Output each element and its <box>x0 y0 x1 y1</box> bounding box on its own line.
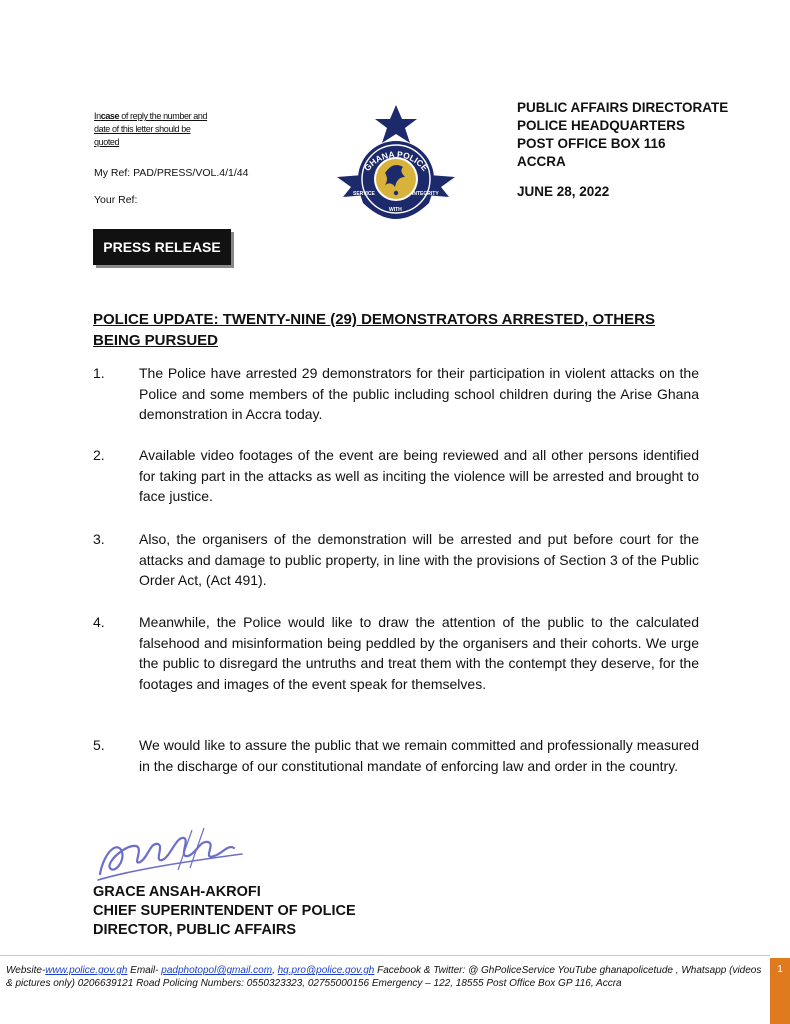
footer-separator: , <box>272 965 278 976</box>
footer-email-link[interactable]: padphotopol@gmail.com <box>161 965 273 976</box>
item-text: Meanwhile, the Police would like to draw the attention of the public to the calculated falsehood and misinformation being peddled by the organisers and their cohorts. We urge the public to disregard the untruths and treat them with the contempt they deserve, for the footages and images of the event speak for themselves. <box>139 614 699 692</box>
item-text: Also, the organisers of the demonstration will be arrested and put before court for the attacks and damage to public property, in line with the provisions of Section 3 of the Public Order Act, (Act 491). <box>139 531 699 588</box>
signer-name: GRACE ANSAH-AKROFI <box>93 884 261 900</box>
item-text: Available video footages of the event are being reviewed and all other persons identified for taking part in the attacks as well as inciting the violence will be arrested and brought to face justice. <box>139 447 699 504</box>
footer-email-label: Email- <box>127 965 162 976</box>
address-line: POST OFFICE BOX 116 <box>517 136 666 151</box>
your-ref: Your Ref: <box>94 194 138 206</box>
footer-email-link[interactable]: hq.pro@police.gov.gh <box>277 965 375 976</box>
item-number: 3. <box>93 531 105 547</box>
footer-social-text: Facebook & Twitter: @ GhPoliceService YouTube ghanapolicetude , Whatsapp (videos & pictures only) 0206639121 Road Policing Numbers: 0550323323, 02755000156 Emergency – 122, 18555 Post Office Box GP 116, Accra <box>6 965 762 989</box>
emblem-mid-text: WITH <box>389 207 402 213</box>
item-text: We would like to assure the public that we remain committed and professionally measured in the discharge of our constitutional mandate of enforcing law and order in the country. <box>139 737 699 774</box>
reply-note-bold: case <box>100 111 120 121</box>
signer-rank: CHIEF SUPERINTENDENT OF POLICE <box>93 903 356 919</box>
item-number: 2. <box>93 447 105 463</box>
release-title: POLICE UPDATE: TWENTY-NINE (29) DEMONSTRATORS ARRESTED, OTHERS BEING PURSUED <box>93 311 655 349</box>
footer-website-label: Website- <box>6 965 46 976</box>
emblem-right-text: INTEGRITY <box>412 191 439 197</box>
signer-position: DIRECTOR, PUBLIC AFFAIRS <box>93 922 297 938</box>
reply-note <box>94 110 214 149</box>
emblem-top-text: GHANA POLICE <box>361 149 431 173</box>
my-ref: My Ref: PAD/PRESS/VOL.4/1/44 <box>94 167 249 179</box>
item-number: 4. <box>93 614 105 630</box>
item-text: The Police have arrested 29 demonstrators for their participation in violent attacks on the Police and some members of the public including school children during the Arise Ghana demonstration in Accra today. <box>139 365 699 422</box>
address-line: POLICE HEADQUARTERS <box>517 118 686 133</box>
footer-website-link[interactable]: www.police.gov.gh <box>45 965 128 976</box>
page-number: 1 <box>770 958 790 1024</box>
address-line: PUBLIC AFFAIRS DIRECTORATE <box>517 100 729 115</box>
address-block <box>517 99 728 171</box>
press-release-label: PRESS RELEASE <box>93 229 231 265</box>
footer-divider <box>0 955 770 956</box>
footer-contacts <box>6 964 762 990</box>
reply-note-prefix: In <box>94 111 101 121</box>
reply-note-rest: of reply the number and date of this letter should be quoted <box>94 111 208 147</box>
ghana-police-emblem-icon <box>333 103 459 227</box>
item-number: 1. <box>93 365 105 381</box>
address-line: ACCRA <box>517 154 566 169</box>
signer-block <box>93 883 356 940</box>
handwritten-signature-icon <box>92 822 252 888</box>
item-number: 5. <box>93 737 105 753</box>
release-date: JUNE 28, 2022 <box>517 184 610 199</box>
emblem-left-text: SERVICE <box>353 191 375 197</box>
